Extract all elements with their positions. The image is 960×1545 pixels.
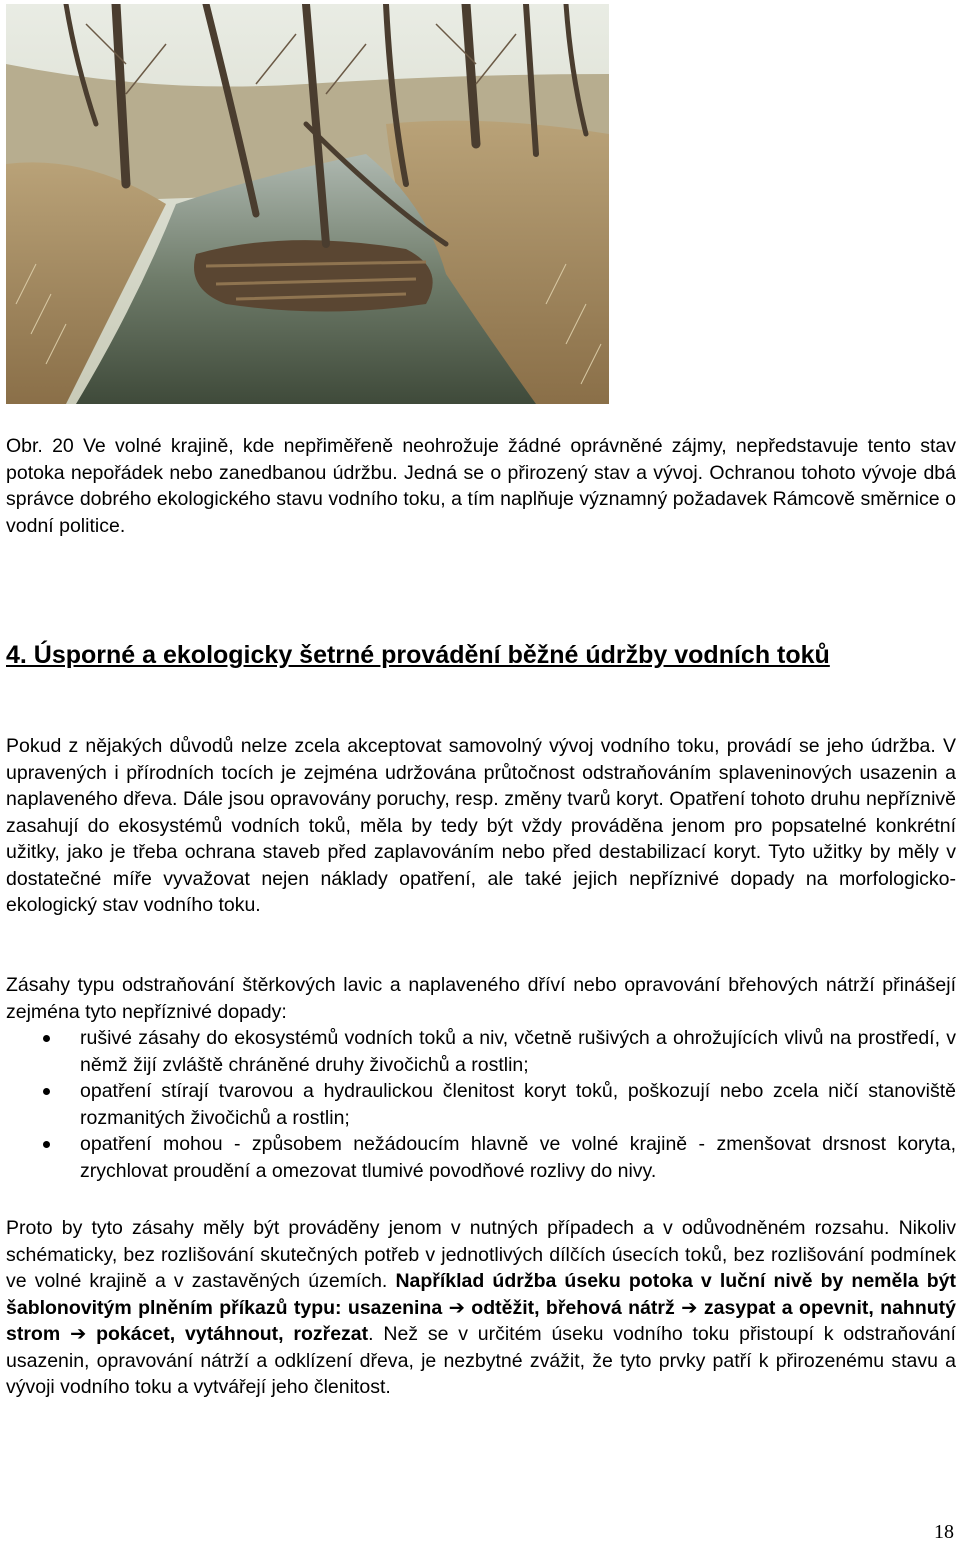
paragraph-maintenance: Pokud z nějakých důvodů nelze zcela akceptovat samovolný vývoj vodního toku, provádí se jeho údržba. V upravených i přírodních tocích je zejména udržována průtočnost odstraňováním splaveninových usazenin a naplaveného dřeva. Dále jsou opravovány poruchy, resp. změny tvarů koryt. Opatření tohoto druhu nepříznivě zasahují do ekosystémů vodních toků, měla by tedy být vždy prováděna jenom pro popsatelné konkrétní užitky, jako je třeba ochrana staveb před zaplavováním nebo před destabilizací koryt. Tyto užitky by měly v dostatečné míře vyvažovat nejen náklady opatření, ale také jejich nepříznivé dopady na morfologicko-ekologický stav vodního toku. [6,735,956,916]
bullet-icon [43,1035,50,1042]
arrow-right-icon: ➔ [69,1323,87,1345]
stream-photo-icon [6,4,609,404]
bullet-icon [43,1088,50,1095]
list-item: opatření mohou - způsobem nežádoucím hlavně ve volné krajině - zmenšovat drsnost koryta, zrychlovat proudění a omezovat tlumivé povodňové rozlivy do nivy. [6,1131,956,1184]
arrow-right-icon: ➔ [448,1296,465,1319]
impacts-list [6,1025,956,1184]
section-heading: 4. Úsporné a ekologicky šetrné provádění běžné údržby vodních toků [6,641,830,669]
stream-photo [6,4,609,404]
list-item: rušivé zásahy do ekosystémů vodních toků a niv, včetně rušivých a ohrožujících vlivů na prostředí, v němž žijí zvláště chráněné druhy živočichů a rostlin; [6,1025,956,1078]
list-item: opatření stírají tvarovou a hydraulickou členitost koryt toků, poškozují nebo zcela ničí stanoviště rozmanitých živočichů a rostlin; [6,1078,956,1131]
paragraph-conclusion: Proto by tyto zásahy měly být prováděny jenom v nutných případech a v odůvodněném rozsahu. Nikoliv schématicky, bez rozlišování skutečných potřeb v jednotlivých dílčích úsecích toků, bez rozlišování podmínek ve volné krajině a v zastavěných územích. Například údržba úseku potoka v luční nivě by neměla být šablonovitým plněním příkazů typu: usazenina ➔ odtěžit, břehová nátrž ➔ zasypat a opevnit, nahnutý strom ➔ pokácet, vytáhnout, rozřezat. Než se v určitém úseku vodního toku přistoupí k odstraňování usazenin, opravování nátrží a odklízení dřeva, je nezbytné zvážit, že tyto prvky patří k přirozenému stavu a vývoji vodního toku a vytvářejí jeho členitost. [6,1217,956,1398]
page-number: 18 [934,1521,954,1543]
paragraph-impacts-intro: Zásahy typu odstraňování štěrkových lavic a naplaveného dříví nebo opravování břehových nátrží přinášejí zejména tyto nepříznivé dopady: [6,974,956,1023]
arrow-right-icon: ➔ [681,1296,698,1319]
figure-caption: Obr. 20 Ve volné krajině, kde nepřiměřeně neohrožuje žádné oprávněné zájmy, nepředstavuje tento stav potoka nepořádek nebo zanedbanou údržbu. Jedná se o přirozený stav a vývoj. Ochranou tohoto vývoje dbá správce dobrého ekologického stavu vodního toku, a tím naplňuje významný požadavek Rámcově směrnice o vodní politice. [6,435,956,537]
bullet-icon [43,1141,50,1148]
bold-example: Například údržba úseku potoka v luční nivě by neměla být šablonovitým plněním příkazů typu: usazenina ➔ odtěžit, břehová nátrž ➔ zasypat a opevnit, nahnutý strom ➔ pokácet, vytáhnout, rozřezat [6,1270,956,1345]
